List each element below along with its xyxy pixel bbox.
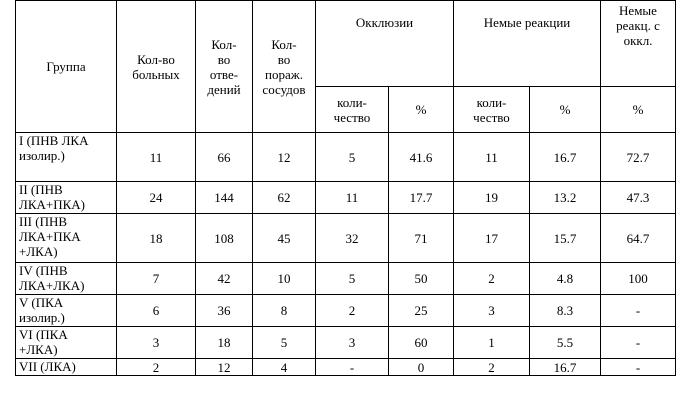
- header-silent-occl-pct: %: [601, 87, 676, 133]
- cell-occ-count: 11: [316, 182, 389, 214]
- cell-vessels: 62: [253, 182, 316, 214]
- cell-group: VI (ПКА +ЛКА): [16, 327, 117, 359]
- cell-silent-occl-pct: 47.3: [601, 182, 676, 214]
- cell-silent-pct: 5.5: [530, 327, 601, 359]
- cell-leads: 36: [196, 295, 253, 327]
- cell-silent-count: 1: [454, 327, 530, 359]
- cell-leads: 12: [196, 359, 253, 376]
- header-group: Группа: [16, 1, 117, 133]
- cell-silent-occl-pct: -: [601, 295, 676, 327]
- cell-patients: 11: [117, 133, 196, 182]
- cell-silent-pct: 15.7: [530, 214, 601, 263]
- cell-vessels: 5: [253, 327, 316, 359]
- header-silent-occl: Немые реакц. с оккл.: [601, 1, 676, 87]
- cell-silent-count: 11: [454, 133, 530, 182]
- cell-silent-occl-pct: 64.7: [601, 214, 676, 263]
- cell-silent-pct: 8.3: [530, 295, 601, 327]
- data-table-wrapper: [15, 0, 676, 376]
- cell-silent-pct: 13.2: [530, 182, 601, 214]
- cell-silent-occl-pct: -: [601, 327, 676, 359]
- cell-group: II (ПНВ ЛКА+ПКА): [16, 182, 117, 214]
- header-silent: Немые реакции: [454, 1, 601, 87]
- cell-vessels: 12: [253, 133, 316, 182]
- cell-silent-count: 17: [454, 214, 530, 263]
- cell-patients: 24: [117, 182, 196, 214]
- cell-occ-pct: 41.6: [389, 133, 454, 182]
- cell-occ-count: 32: [316, 214, 389, 263]
- header-silent-count: коли- чество: [454, 87, 530, 133]
- cell-leads: 144: [196, 182, 253, 214]
- header-row-1: [16, 1, 676, 87]
- cell-group: I (ПНВ ЛКА изолир.): [16, 133, 117, 182]
- header-occlusions: Окклюзии: [316, 1, 454, 87]
- cell-patients: 7: [117, 263, 196, 295]
- header-silent-pct: %: [530, 87, 601, 133]
- header-occ-pct: %: [389, 87, 454, 133]
- table-row: [16, 182, 676, 214]
- cell-occ-pct: 71: [389, 214, 454, 263]
- header-patients: Кол-во больных: [117, 1, 196, 133]
- header-leads: Кол- во отве- дений: [196, 1, 253, 133]
- cell-occ-count: 3: [316, 327, 389, 359]
- cell-silent-occl-pct: 72.7: [601, 133, 676, 182]
- cell-occ-count: 5: [316, 263, 389, 295]
- cell-occ-pct: 17.7: [389, 182, 454, 214]
- cell-group: III (ПНВ ЛКА+ПКА +ЛКА): [16, 214, 117, 263]
- cell-vessels: 4: [253, 359, 316, 376]
- table-row: [16, 359, 676, 376]
- table-row: [16, 327, 676, 359]
- cell-silent-pct: 4.8: [530, 263, 601, 295]
- header-vessels: Кол- во пораж. сосудов: [253, 1, 316, 133]
- cell-patients: 18: [117, 214, 196, 263]
- cell-leads: 42: [196, 263, 253, 295]
- cell-vessels: 45: [253, 214, 316, 263]
- header-occ-count: коли- чество: [316, 87, 389, 133]
- cell-leads: 108: [196, 214, 253, 263]
- cell-patients: 6: [117, 295, 196, 327]
- cell-occ-pct: 60: [389, 327, 454, 359]
- cell-silent-count: 2: [454, 263, 530, 295]
- cell-vessels: 8: [253, 295, 316, 327]
- data-table: [15, 0, 676, 376]
- cell-silent-occl-pct: 100: [601, 263, 676, 295]
- cell-leads: 18: [196, 327, 253, 359]
- cell-occ-pct: 25: [389, 295, 454, 327]
- table-row: [16, 133, 676, 182]
- cell-leads: 66: [196, 133, 253, 182]
- cell-silent-pct: 16.7: [530, 133, 601, 182]
- cell-occ-count: 5: [316, 133, 389, 182]
- cell-patients: 2: [117, 359, 196, 376]
- table-row: [16, 263, 676, 295]
- cell-group: V (ПКА изолир.): [16, 295, 117, 327]
- cell-group: IV (ПНВ ЛКА+ЛКА): [16, 263, 117, 295]
- cell-occ-count: 2: [316, 295, 389, 327]
- cell-patients: 3: [117, 327, 196, 359]
- table-row: [16, 214, 676, 263]
- cell-silent-count: 19: [454, 182, 530, 214]
- cell-silent-occl-pct: -: [601, 359, 676, 376]
- cell-occ-pct: 0: [389, 359, 454, 376]
- cell-occ-count: -: [316, 359, 389, 376]
- cell-silent-count: 3: [454, 295, 530, 327]
- cell-group: VII (ЛКА): [16, 359, 117, 376]
- cell-silent-pct: 16.7: [530, 359, 601, 376]
- cell-vessels: 10: [253, 263, 316, 295]
- cell-occ-pct: 50: [389, 263, 454, 295]
- cell-silent-count: 2: [454, 359, 530, 376]
- table-row: [16, 295, 676, 327]
